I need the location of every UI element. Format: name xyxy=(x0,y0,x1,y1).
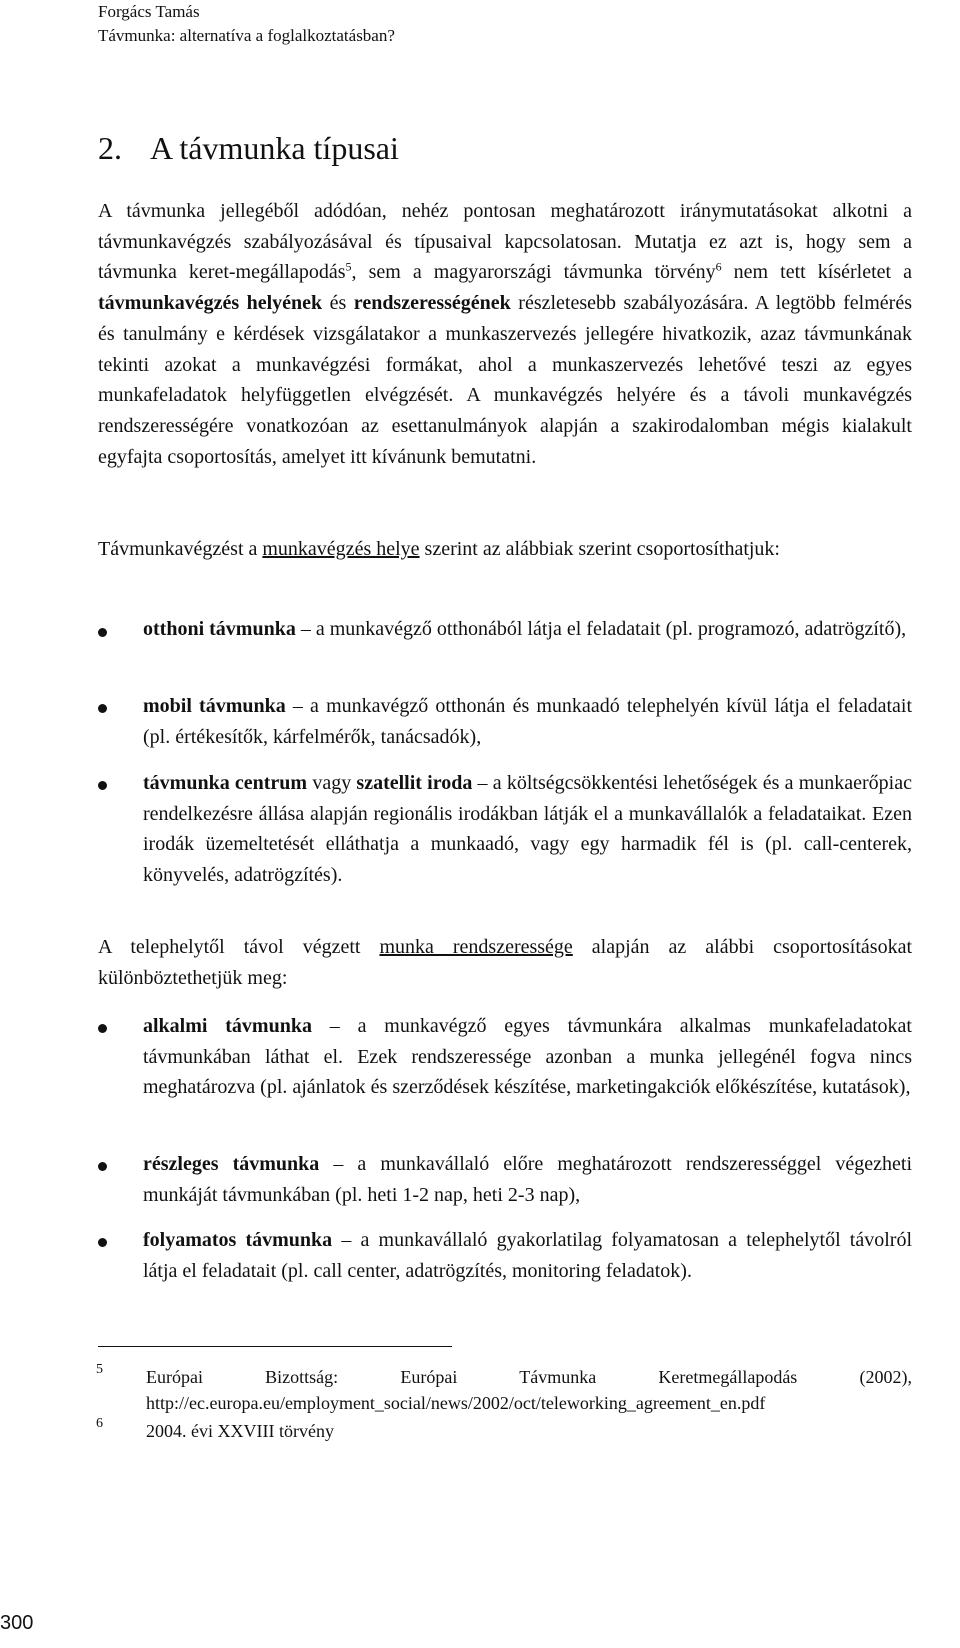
list-item-connector: vagy xyxy=(307,772,357,794)
list-item-term: folyamatos távmunka xyxy=(143,1229,333,1251)
footnote-text: 2004. évi XXVIII törvény xyxy=(146,1421,334,1441)
list-item-desc: – a munkavégző otthonából látja el feladatait (pl. programozó, adatrögzítő), xyxy=(295,618,907,640)
list-item-home-telework xyxy=(143,614,912,645)
regularity-intro-text-1: A telephelytől távol végzett xyxy=(98,936,380,958)
bullet-icon xyxy=(98,704,107,713)
bullet-icon xyxy=(98,781,107,790)
bullet-icon xyxy=(98,1238,107,1247)
footnote-number: 5 xyxy=(96,1362,103,1377)
list-item-desc: – a munkavégző otthonán és munkaadó telephelyén kívül látja el feladatait (pl. értékesítők, kárfelmérők, tanácsadók), xyxy=(143,695,912,748)
list-item-desc: – a munkavégző egyes távmunkára alkalmas munkafeladatokat távmunkában láthat el. Ezek rendszeressége azonban a munka jellegénél fogva nincs meghatározva (pl. ajánlatok és szerződések készítése, marketingakciók előkészítése, kutatások), xyxy=(143,1015,912,1099)
list-item-term: otthoni távmunka xyxy=(143,618,296,640)
place-intro-underline: munkavégzés helye xyxy=(262,538,420,560)
list-item-telework-centre xyxy=(143,768,912,891)
regularity-intro-underline: munka rendszeressége xyxy=(379,936,573,958)
regularity-intro-text-2: alapján az alábbi csoportosításokat különböztethetjük meg: xyxy=(98,936,912,989)
list-item-term: alkalmi távmunka xyxy=(143,1015,312,1037)
running-header xyxy=(98,0,395,48)
place-intro-paragraph xyxy=(98,534,912,565)
intro-bold-regularity: rendszerességének xyxy=(353,292,511,315)
header-author: Forgács Tamás xyxy=(98,2,200,21)
place-intro-text-2: szerint az alábbiak szerint csoportosíthatjuk: xyxy=(419,538,780,560)
list-item-term-2: szatellit iroda xyxy=(356,772,473,794)
intro-text-1: A távmunka jellegéből adódóan, nehéz pontosan meghatározott iránymutatásokat alkotni a távmunkavégzés szabályozásával és típusaival kapcsolatosan. Mutatja ez azt is, hogy sem a távmunka keret-megállapodás xyxy=(98,200,912,284)
list-item-desc: – a munkavállaló gyakorlatilag folyamatosan a telephelytől távolról látja el feladatait (pl. call center, adatrögzítés, monitoring feladatok). xyxy=(143,1229,913,1282)
intro-bold-place: távmunkavégzés helyének xyxy=(98,292,323,315)
list-item-term: mobil távmunka xyxy=(143,695,286,717)
list-item-continuous-telework xyxy=(143,1225,912,1286)
header-title: Távmunka: alternatíva a foglalkoztatásban? xyxy=(98,26,395,45)
intro-paragraph xyxy=(98,196,912,472)
section-heading xyxy=(98,128,399,168)
list-item-term: távmunka centrum xyxy=(143,772,308,794)
regularity-intro-paragraph xyxy=(98,932,912,993)
footnote-text: Európai Bizottság: Európai Távmunka Keretmegállapodás (2002), http://ec.europa.eu/employment_social/news/2002/oct/teleworking_agreement_en.pdf xyxy=(146,1367,912,1413)
footnote-ref-6[interactable]: 6 xyxy=(715,259,722,274)
footnote-ref-5[interactable]: 5 xyxy=(345,259,352,274)
bullet-icon xyxy=(98,1162,107,1171)
bullet-icon xyxy=(98,1024,107,1033)
intro-text-5: részletesebb szabályozására. A legtöbb felmérés és tanulmány e kérdések vizsgálatakor a munkaszervezés jellegére hivatkozik, azaz távmunkának tekinti azokat a munkavégzési formákat, ahol a munkaszervezés lehetővé teszi az egyes munkafeladatok helyfüggetlen elvégzését. A munkavégzés helyére és a távoli munkavégzés rendszerességére vonatkozóan az esettanulmányok alapján a szakirodalomban mégis kialakult egyfajta csoportosítás, amelyet itt kívánunk bemutatni. xyxy=(98,292,912,468)
list-item-occasional-telework xyxy=(143,1011,912,1103)
list-item-desc: – a költségcsökkentési lehetőségek és a munkaerőpiac rendelkezésre állása alapján regionális irodákban látják el a munkavállalók a feladataikat. Ezen irodák üzemeltetését elláthatja a munkaadó, vagy egy harmadik fél is (pl. call-centerek, könyvelés, adatrögzítés). xyxy=(143,772,912,887)
list-item-term: részleges távmunka xyxy=(143,1153,320,1175)
list-item-partial-telework xyxy=(143,1149,912,1210)
section-title: A távmunka típusai xyxy=(150,130,399,166)
footnote-separator xyxy=(98,1346,452,1347)
intro-text-4: és xyxy=(322,292,354,315)
page-number: 300 xyxy=(0,1612,34,1634)
place-intro-text-1: Távmunkavégzést a xyxy=(98,538,263,560)
list-item-desc: – a munkavállaló előre meghatározott rendszerességgel végezheti munkáját távmunkában (pl. heti 1-2 nap, heti 2-3 nap), xyxy=(143,1153,912,1206)
intro-text-2: , sem a magyarországi távmunka törvény xyxy=(351,261,716,284)
footnote-number: 6 xyxy=(96,1416,103,1431)
intro-text-3: nem tett kísérletet a xyxy=(721,261,912,284)
list-item-mobile-telework xyxy=(143,691,912,752)
section-number: 2. xyxy=(98,130,122,166)
bullet-icon xyxy=(98,628,107,637)
